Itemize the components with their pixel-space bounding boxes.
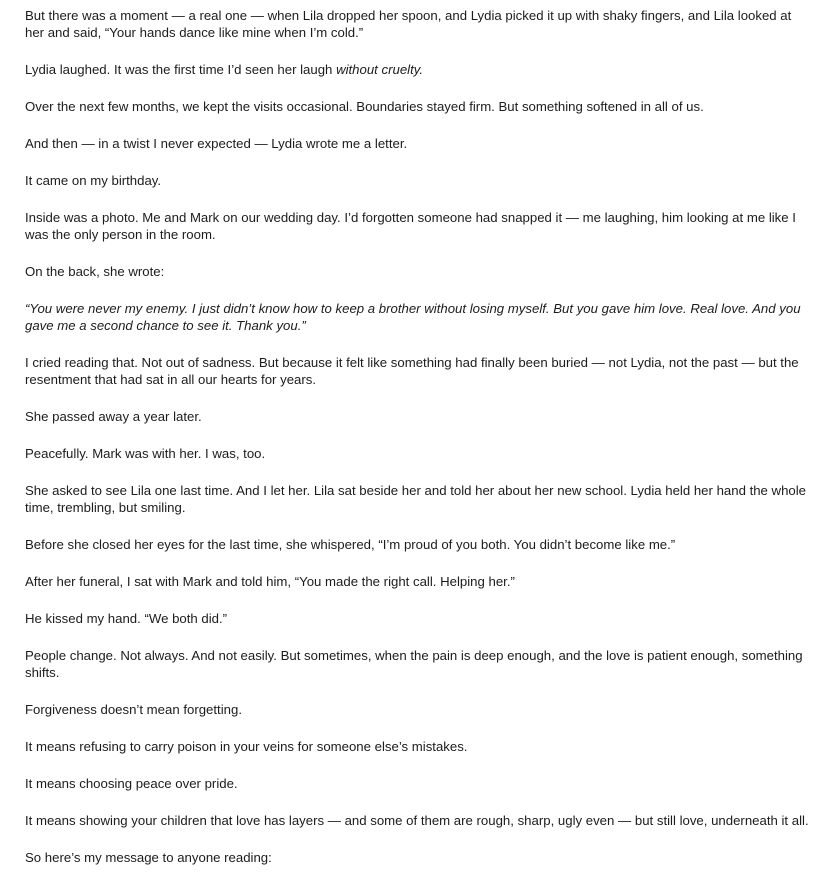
paragraph-3: Over the next few months, we kept the visits occasional. Boundaries stayed firm. But something softened in all of us. bbox=[25, 99, 704, 114]
paragraph-10: She passed away a year later. bbox=[25, 409, 202, 424]
paragraph-9: I cried reading that. Not out of sadness. But because it felt like something had finally been buried — not Lydia, not the past — but the resentment that had sat in all our hearts for years. bbox=[25, 355, 799, 387]
paragraph-12: She asked to see Lila one last time. And I let her. Lila sat beside her and told her about her new school. Lydia held her hand the whole time, trembling, but smiling. bbox=[25, 483, 807, 515]
paragraph-2 bbox=[25, 61, 809, 78]
paragraph-13: Before she closed her eyes for the last time, she whispered, “I’m proud of you both. You didn’t become like me.” bbox=[25, 537, 676, 552]
paragraph-16: People change. Not always. And not easily. But sometimes, when the pain is deep enough, and the love is patient enough, something shifts. bbox=[25, 648, 803, 680]
letter-quote: “You were never my enemy. I just didn’t know how to keep a brother without losing myself. But you gave him love. Real love. And you gave me a second chance to see it. Thank you.” bbox=[25, 301, 801, 333]
paragraph-6: Inside was a photo. Me and Mark on our wedding day. I’d forgotten someone had snapped it — me laughing, him looking at me like I was the only person in the room. bbox=[25, 210, 796, 242]
paragraph-18: It means refusing to carry poison in your veins for someone else’s mistakes. bbox=[25, 739, 468, 754]
paragraph-14: After her funeral, I sat with Mark and told him, “You made the right call. Helping her.” bbox=[25, 574, 515, 589]
paragraph-21: So here’s my message to anyone reading: bbox=[25, 850, 272, 865]
paragraph-15: He kissed my hand. “We both did.” bbox=[25, 611, 228, 626]
article-body bbox=[25, 7, 809, 886]
paragraph-2-emphasis: without cruelty. bbox=[336, 62, 424, 77]
paragraph-11: Peacefully. Mark was with her. I was, too. bbox=[25, 446, 266, 461]
paragraph-17: Forgiveness doesn’t mean forgetting. bbox=[25, 702, 242, 717]
paragraph-1: But there was a moment — a real one — when Lila dropped her spoon, and Lydia picked it up with shaky fingers, and Lila looked at her and said, “Your hands dance like mine when I’m cold.” bbox=[25, 8, 792, 40]
paragraph-4: And then — in a twist I never expected — Lydia wrote me a letter. bbox=[25, 136, 408, 151]
paragraph-19: It means choosing peace over pride. bbox=[25, 776, 238, 791]
paragraph-5: It came on my birthday. bbox=[25, 173, 162, 188]
paragraph-7: On the back, she wrote: bbox=[25, 264, 165, 279]
paragraph-2-text: Lydia laughed. It was the first time I’d seen her laugh bbox=[25, 62, 337, 77]
paragraph-20: It means showing your children that love has layers — and some of them are rough, sharp, ugly even — but still love, underneath it all. bbox=[25, 813, 809, 828]
